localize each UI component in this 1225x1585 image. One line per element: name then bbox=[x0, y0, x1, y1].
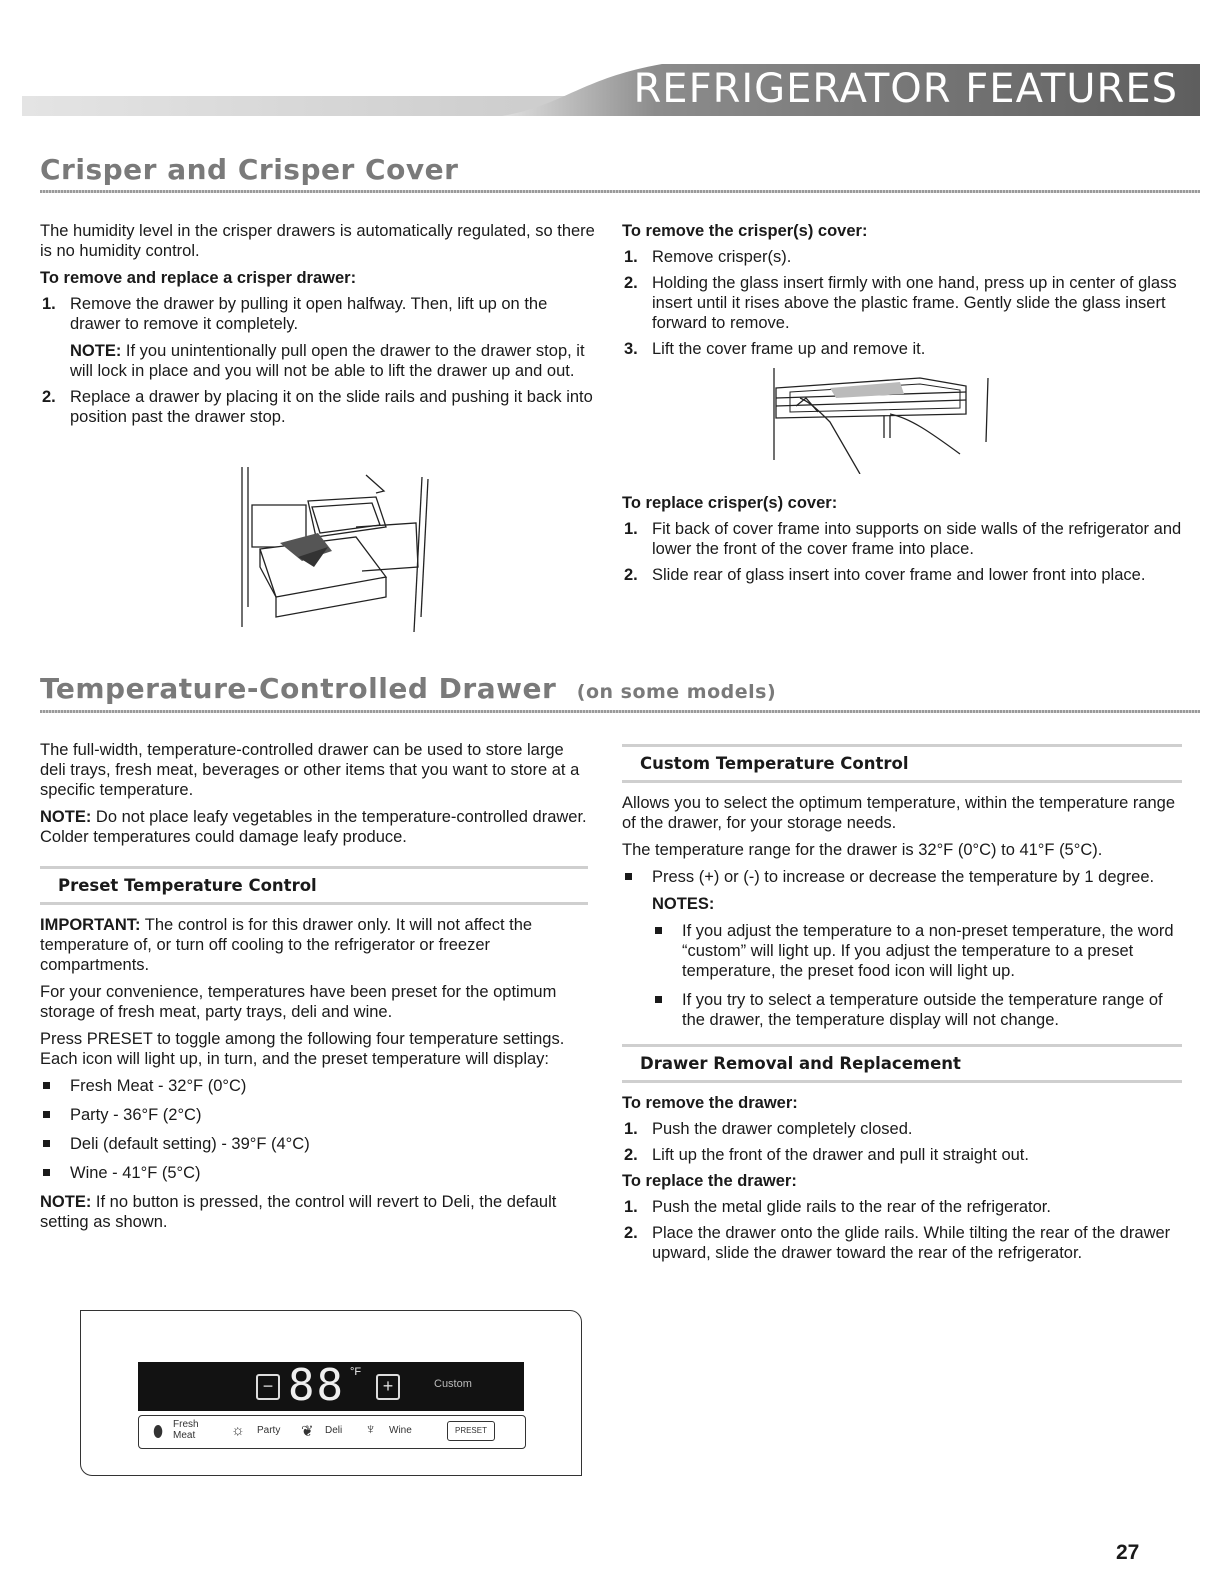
crisper-remove-heading: To remove and replace a crisper drawer: bbox=[40, 269, 357, 287]
control-panel-illustration bbox=[80, 1310, 582, 1476]
cover-replace-heading: To replace crisper(s) cover: bbox=[622, 494, 838, 512]
custom-p1: Allows you to select the optimum temperature, within the temperature range of the drawer, for your storage needs. bbox=[622, 794, 1176, 832]
tcd-left-column bbox=[40, 740, 588, 1239]
banner-title: REFRIGERATOR FEATURES bbox=[633, 66, 1178, 112]
list-item: 1. Remove the drawer by pulling it open halfway. Then, lift up on the drawer to remove it completely. NOTE: If you unintentionally pull open the drawer to the drawer stop, it will lock in place and you will not be able to lift the drawer up and out. bbox=[42, 295, 585, 380]
list-item: 1. Push the drawer completely closed. bbox=[624, 1120, 913, 1138]
list-item: 2. Slide rear of glass insert into cover frame and lower front into place. bbox=[624, 566, 1146, 584]
wine-label: Wine bbox=[389, 1425, 412, 1436]
custom-heading: Custom Temperature Control bbox=[622, 744, 1182, 783]
tcd-right-column bbox=[622, 744, 1182, 1269]
list-item: 1. Fit back of cover frame into supports on side walls of the refrigerator and lower the front of the cover frame into place. bbox=[624, 520, 1182, 558]
control-display bbox=[138, 1362, 524, 1411]
notes-label: NOTES: bbox=[652, 895, 715, 913]
cover-replace-steps bbox=[622, 519, 1182, 585]
list-item: Party - 36°F (2°C) bbox=[40, 1105, 588, 1125]
wine-glass-icon: ♆ bbox=[365, 1421, 377, 1438]
list-item: Deli (default setting) - 39°F (4°C) bbox=[40, 1134, 588, 1154]
cover-replace-column bbox=[622, 493, 1182, 591]
crisper-left-column bbox=[40, 221, 596, 433]
list-item: If you try to select a temperature outside the temperature range of the drawer, the temperature display will not change. bbox=[652, 990, 1182, 1030]
plus-icon: + bbox=[376, 1374, 400, 1400]
minus-icon: − bbox=[256, 1374, 280, 1400]
list-item: 3. Lift the cover frame up and remove it. bbox=[624, 340, 926, 358]
custom-p2: The temperature range for the drawer is 32°F (0°C) to 41°F (5°C). bbox=[622, 841, 1103, 859]
preset-note: NOTE: If no button is pressed, the control will revert to Deli, the default setting as shown. bbox=[40, 1193, 557, 1231]
crisper-cover-illustration bbox=[770, 368, 1000, 474]
removal-replace-heading: To replace the drawer: bbox=[622, 1172, 797, 1190]
custom-indicator: Custom bbox=[434, 1378, 472, 1390]
fresh-meat-label: Fresh Meat bbox=[173, 1419, 199, 1441]
list-item: Fresh Meat - 32°F (0°C) bbox=[40, 1076, 588, 1096]
temperature-unit: °F bbox=[350, 1366, 362, 1378]
list-item: 1. Push the metal glide rails to the rear of the refrigerator. bbox=[624, 1198, 1051, 1216]
preset-list bbox=[40, 1076, 588, 1183]
removal-heading: Drawer Removal and Replacement bbox=[622, 1044, 1182, 1083]
list-item: If you adjust the temperature to a non-preset temperature, the word “custom” will light up. If you adjust the temperature to a preset temperature, the preset food icon will light up. bbox=[652, 921, 1182, 981]
list-item: 2. Replace a drawer by placing it on the slide rails and pushing it back into position past the drawer stop. bbox=[42, 388, 593, 426]
temperature-digits: 88 bbox=[288, 1360, 345, 1411]
replace-steps bbox=[622, 1197, 1182, 1263]
section-title-crisper: Crisper and Crisper Cover bbox=[40, 153, 459, 186]
preset-heading: Preset Temperature Control bbox=[40, 866, 588, 905]
section-rule bbox=[40, 190, 1200, 193]
deli-label: Deli bbox=[325, 1425, 343, 1436]
party-label: Party bbox=[257, 1425, 281, 1436]
tcd-intro: The full-width, temperature-controlled drawer can be used to store large deli trays, fresh meat, beverages or other items that you want to store at a specific temperature. bbox=[40, 741, 580, 799]
list-item: 2. Place the drawer onto the glide rails. While tilting the rear of the drawer upward, slide the drawer toward the rear of the refrigerator. bbox=[624, 1224, 1171, 1262]
notes-list bbox=[652, 921, 1182, 1030]
preset-important: IMPORTANT: The control is for this drawer only. It will not affect the temperature of, or turn off cooling to the refrigerator or freezer compartments. bbox=[40, 916, 533, 974]
crisper-right-column bbox=[622, 221, 1182, 365]
crisper-steps bbox=[40, 294, 596, 427]
section-subtitle: (on some models) bbox=[576, 681, 777, 703]
removal-remove-heading: To remove the drawer: bbox=[622, 1094, 798, 1112]
page-number: 27 bbox=[1116, 1541, 1140, 1564]
cover-remove-steps bbox=[622, 247, 1182, 359]
list-item: 2. Lift up the front of the drawer and pull it straight out. bbox=[624, 1146, 1029, 1164]
preset-icon-row bbox=[138, 1415, 526, 1449]
party-tray-icon: ☼ bbox=[231, 1422, 245, 1439]
list-item: 2. Holding the glass insert firmly with one hand, press up in center of glass insert until it rises above the plastic frame. Gently slide the glass insert forward to remove. bbox=[624, 274, 1177, 332]
list-item: 1. Remove crisper(s). bbox=[624, 248, 792, 266]
fresh-meat-icon: ⬮ bbox=[153, 1424, 164, 1441]
section-title-tcd: Temperature-Controlled Drawer (on some models) bbox=[40, 672, 777, 705]
preset-p2: Press PRESET to toggle among the following four temperature settings. Each icon will light up, in turn, and the preset temperature will display: bbox=[40, 1030, 565, 1068]
list-item: Wine - 41°F (5°C) bbox=[40, 1163, 588, 1183]
preset-p1: For your convenience, temperatures have been preset for the optimum storage of fresh meat, party trays, deli and wine. bbox=[40, 983, 557, 1021]
list-item: Press (+) or (-) to increase or decrease the temperature by 1 degree. NOTES: If you adjust the temperature to a non-preset temperature, the word “custom” will light up. If you adjust the temperature to a preset temperature, the preset food icon will light up. If you try to select a temperature outside the temperature range of the drawer, the temperature display will not change. bbox=[622, 867, 1182, 1030]
cover-remove-heading: To remove the crisper(s) cover: bbox=[622, 222, 868, 240]
section-rule bbox=[40, 710, 1200, 713]
crisper-drawer-illustration bbox=[236, 467, 436, 637]
deli-icon: ❦ bbox=[301, 1423, 314, 1440]
crisper-intro: The humidity level in the crisper drawers is automatically regulated, so there is no humidity control. bbox=[40, 222, 595, 260]
preset-button[interactable]: PRESET bbox=[447, 1421, 495, 1441]
removal-steps bbox=[622, 1119, 1182, 1165]
custom-list bbox=[622, 867, 1182, 1030]
header-banner bbox=[22, 58, 1200, 118]
tcd-note: NOTE: Do not place leafy vegetables in the temperature-controlled drawer. Colder temperatures could damage leafy produce. bbox=[40, 808, 587, 846]
